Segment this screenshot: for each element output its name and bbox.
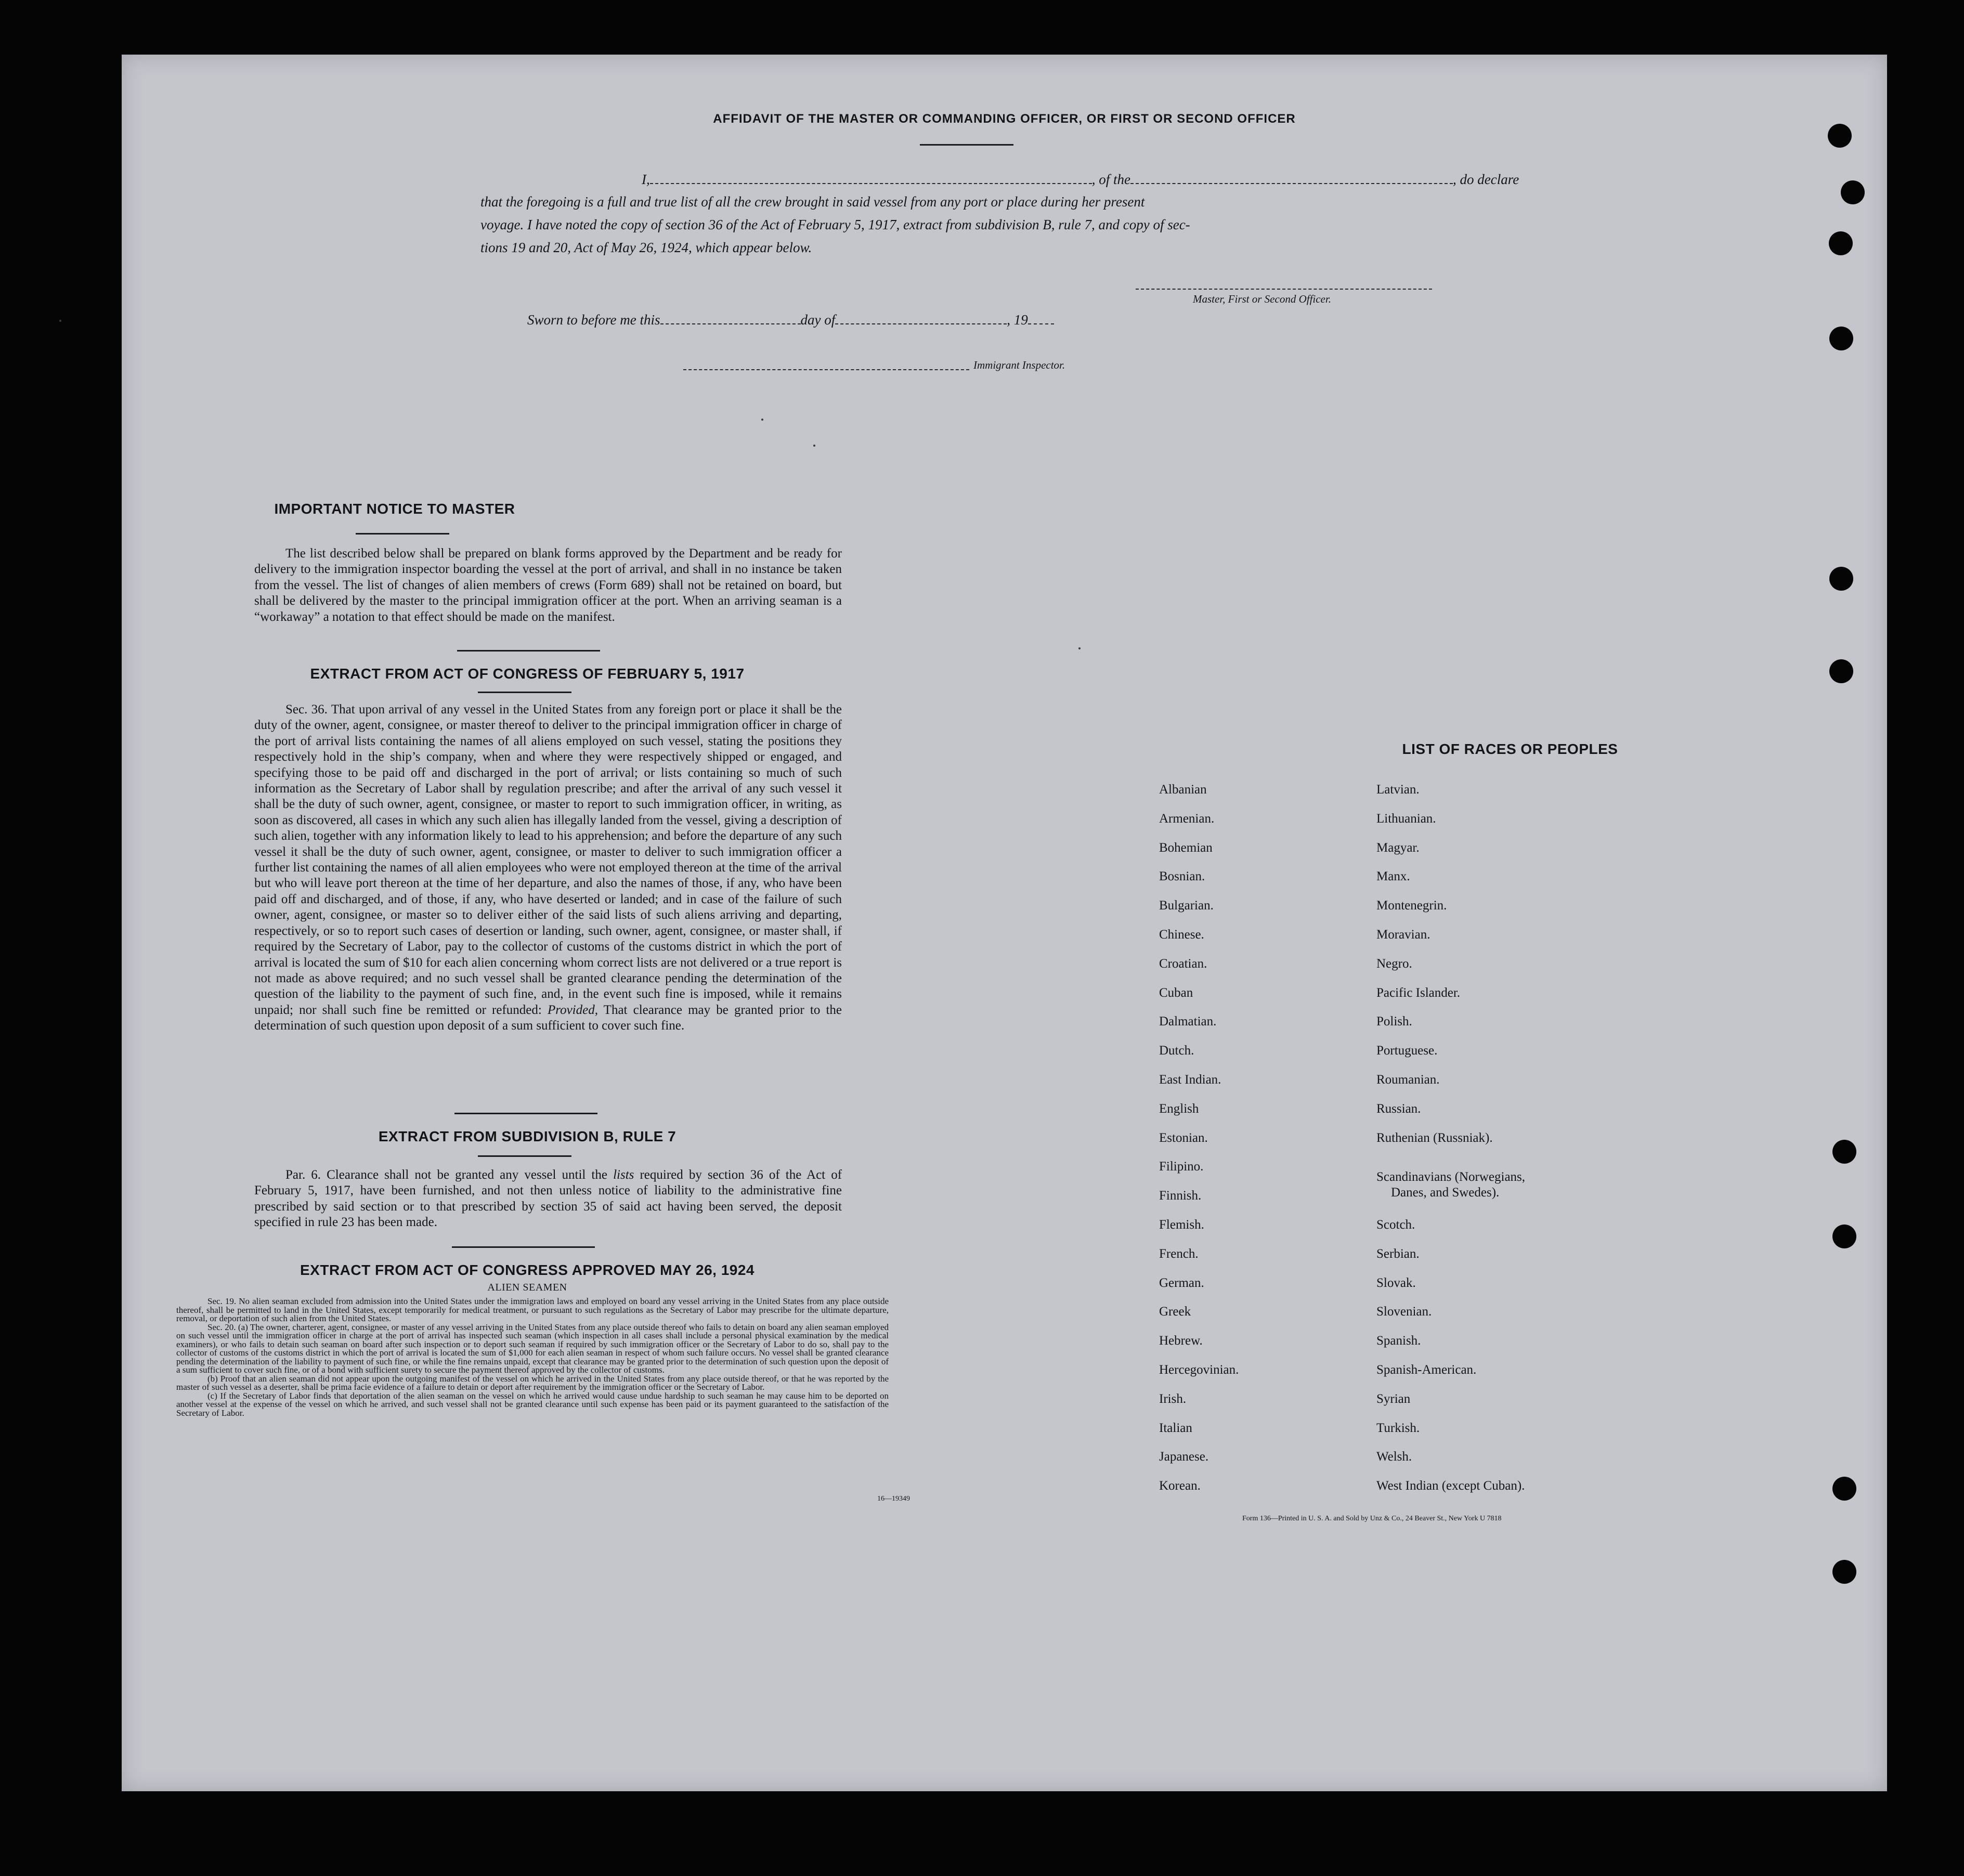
par-6-label: Par. 6. bbox=[285, 1168, 321, 1182]
declarant-name-field[interactable] bbox=[650, 173, 1092, 184]
races-title: LIST OF RACES OR PEOPLES bbox=[1402, 741, 1618, 757]
race-item: German. bbox=[1159, 1275, 1204, 1290]
sec-36-text: That upon arrival of any vessel in the United States from any foreign port or place it shall be the duty of the owner, agent, consignee, or master thereof to deliver to the principal immigration officer in charge of the port of arrival lists containing the names of all aliens employed on such vessel, stating the positions they respectively hold in the ship’s company, when and where they were respectively shipped or engaged, and specifying those to be paid off and discharged in the port of arrival; or lists containing so much of such information as the Secretary of Labor shall by regulation prescribe; and after the arrival of any such vessel it shall be the duty of such owner, agent, consignee, or master to report to such immigration officer, in writing, as soon as discovered, all cases in which any such alien has illegally landed from the vessel, giving a description of such alien, together with any information likely to lead to his apprehension; and before the departure of any such vessel it shall be the duty of such owner, agent, consignee, or master to deliver to such immigration officer a further list containing the names of all alien employees who were not employed thereon at the time of the arrival but who will leave port thereon at the time of her departure, and also the names of those, if any, who have been paid off and discharged, and of those, if any, who have deserted or landed; and in case of the failure of such owner, agent, consignee, or master so to deliver either of the said lists of such aliens arriving and departing, respectively, or so to report such cases of desertion or landing, such owner, agent, consignee, or master shall, if required by the Secretary of Labor, pay to the collector of customs of the customs district in which the port of arrival is located the sum of $10 for each alien concerning whom correct lists are not delivered or a true report is not made as above required; and no such vessel shall be granted clearance pending the determination of the question of the liability to the payment of such fine, and, in the event such fine is imposed, while it remains unpaid; nor shall such fine be remitted or refunded: bbox=[254, 702, 842, 1017]
year-label: , 19 bbox=[1007, 312, 1028, 328]
race-item: Cuban bbox=[1159, 985, 1193, 1000]
race-item: Polish. bbox=[1376, 1014, 1412, 1029]
races-right-column bbox=[1376, 783, 1668, 1562]
race-item: Lithuanian. bbox=[1376, 811, 1436, 826]
race-item: Spanish. bbox=[1376, 1334, 1421, 1348]
race-item: Turkish. bbox=[1376, 1421, 1420, 1435]
race-item: Moravian. bbox=[1376, 928, 1430, 942]
notice-body: The list described below shall be prepared on blank forms approved by the Department and be ready for delivery to the immigration inspector boarding the vessel at the port of arrival, and shall in no instance be taken from the vessel. The list of changes of alien members of crews (Form 689) shall not be retained on board, but shall be delivered by the master to the principal immigration officer at the port. When an arriving seaman is a “workaway” a notation to that effect should be made on the manifest. bbox=[254, 546, 842, 624]
extract-1924-title: EXTRACT FROM ACT OF CONGRESS APPROVED MAY 26, 1924 bbox=[300, 1262, 755, 1278]
title-rule bbox=[920, 144, 1013, 146]
race-item: French. bbox=[1159, 1246, 1199, 1261]
races-left-column bbox=[1159, 783, 1367, 1562]
do-declare-label: , do declare bbox=[1453, 172, 1519, 187]
binder-hole bbox=[1841, 180, 1865, 204]
speck bbox=[761, 419, 763, 421]
sworn-year-field[interactable] bbox=[1028, 313, 1054, 324]
sec-20a-text: Sec. 20. (a) The owner, charterer, agent, consignee, or master of any vessel arriving in the United States from any place outside thereof who fails to detain on board any alien seaman employed on such vessel until the immigration officer in charge at the port of arrival has inspected such seaman (which inspection in all cases shall include a personal physical examination by the medical examiners), or who fails to detain such seaman on board after such inspection or to deport such seaman if required by such immigration officer or the Secretary of Labor to do so, shall pay to the collector of customs of the customs district in which the port of arrival is located the sum of $1,000 for each alien seaman in respect of whom such failure occurs. No vessel shall be granted clearance pending the determination of the liability to payment of such fine, or while the fine remains unpaid, except that clearance may be granted prior to the determination of such question upon the deposit of a sum sufficient to cover such fine, or of a bond with sufficient surety to secure the payment thereof approved by the collector of customs. bbox=[176, 1322, 889, 1375]
declaration-line-2: that the foregoing is a full and true list of all the crew brought in said vessel from any port or place during her present bbox=[480, 194, 1145, 210]
affidavit-title: AFFIDAVIT OF THE MASTER OR COMMANDING OFFICER, OR FIRST OR SECOND OFFICER bbox=[713, 112, 1296, 126]
declaration-line-4: tions 19 and 20, Act of May 26, 1924, which appear below. bbox=[480, 240, 812, 255]
rule7-text-a: Clearance shall not be granted any vessel until the bbox=[327, 1168, 607, 1182]
race-item: Slovenian. bbox=[1376, 1305, 1432, 1319]
race-item: Greek bbox=[1159, 1305, 1191, 1319]
race-item: Scandinavians (Norwegians, bbox=[1376, 1170, 1526, 1184]
extract-1917-title: EXTRACT FROM ACT OF CONGRESS OF FEBRUARY 5, 1917 bbox=[310, 666, 745, 682]
declarant-label: I, bbox=[642, 172, 650, 187]
race-item: West Indian (except Cuban). bbox=[1376, 1479, 1525, 1493]
race-item: Croatian. bbox=[1159, 956, 1207, 971]
binder-hole bbox=[1829, 327, 1853, 350]
sworn-line bbox=[527, 312, 1054, 328]
binder-hole bbox=[1829, 567, 1853, 591]
binder-hole bbox=[1832, 1560, 1856, 1584]
race-item: Roumanian. bbox=[1376, 1073, 1440, 1087]
vessel-field[interactable] bbox=[1130, 173, 1453, 184]
race-item: Portuguese. bbox=[1376, 1044, 1438, 1058]
signature-field[interactable] bbox=[1136, 278, 1432, 290]
of-the-label: , of the bbox=[1091, 172, 1130, 187]
race-item: Irish. bbox=[1159, 1391, 1187, 1406]
race-item: Negro. bbox=[1376, 956, 1412, 971]
race-item: Armenian. bbox=[1159, 811, 1215, 826]
proviso-label: Provided, bbox=[548, 1002, 598, 1017]
extract-1924-body bbox=[176, 1297, 889, 1417]
rule7-title: EXTRACT FROM SUBDIVISION B, RULE 7 bbox=[378, 1128, 677, 1144]
race-item: East Indian. bbox=[1159, 1073, 1221, 1087]
alien-seamen-subtitle: ALIEN SEAMEN bbox=[487, 1282, 567, 1293]
speck bbox=[813, 445, 815, 447]
binder-hole bbox=[1832, 1224, 1856, 1248]
race-item: Bohemian bbox=[1159, 840, 1213, 855]
sworn-month-field[interactable] bbox=[835, 313, 1007, 324]
print-code: 16—19349 bbox=[877, 1495, 910, 1503]
declaration-line-1 bbox=[642, 172, 1519, 188]
race-item: Dutch. bbox=[1159, 1044, 1194, 1058]
notice-end-rule bbox=[457, 650, 600, 652]
day-of-label: day of bbox=[800, 312, 836, 328]
form-footer: Form 136—Printed in U. S. A. and Sold by Unz & Co., 24 Beaver St., New York U 7818 bbox=[1242, 1515, 1502, 1522]
sec-20c-text: (c) If the Secretary of Labor finds that deportation of the alien seaman on the vessel on which he arrived would cause undue hardship to such seaman he may cause him to be deported on another vessel at the expense of the vessel on which he arrived, and such vessel shall not be granted clearance until such expense has been paid or its payment guaranteed to the satisfaction of the Secretary of Labor. bbox=[176, 1390, 889, 1418]
extract-1917-rule bbox=[478, 692, 571, 693]
sec-19-text: Sec. 19. No alien seaman excluded from admission into the United States under the immigration laws and employed on board any vessel arriving in the United States from any place outside thereof, shall be permitted to land in the United States, except temporarily for medical treatment, or pursuant to such regulations as the Secretary of Labor may prescribe for the ultimate departure, removal, or deportation of such alien from the United States. bbox=[176, 1296, 889, 1323]
notice-title: IMPORTANT NOTICE TO MASTER bbox=[274, 501, 515, 517]
inspector-label: Immigrant Inspector. bbox=[973, 359, 1065, 371]
rule7-text-b: required by section 36 of the Act of February 5, 1917, have been furnished, and not then unless notice of liability to the administrative fine prescribed by said section or to that prescribed by section 35 of said act having been served, the deposit specified in rule 23 has been made. bbox=[254, 1168, 842, 1230]
notice-rule bbox=[356, 533, 449, 535]
race-item: Estonian. bbox=[1159, 1130, 1208, 1145]
race-item: Italian bbox=[1159, 1421, 1192, 1435]
race-item: Korean. bbox=[1159, 1479, 1201, 1493]
sworn-label: Sworn to before me this bbox=[527, 312, 660, 328]
form-sheet bbox=[122, 55, 1887, 1791]
sworn-day-field[interactable] bbox=[660, 313, 801, 324]
declaration-line-3: voyage. I have noted the copy of section 36 of the Act of February 5, 1917, extract from subdivision B, rule 7, and copy of sec- bbox=[480, 217, 1190, 232]
extract-1917-body bbox=[254, 702, 842, 1034]
race-item: Dalmatian. bbox=[1159, 1014, 1217, 1029]
race-item: Filipino. bbox=[1159, 1160, 1204, 1174]
inspector-signature-field[interactable] bbox=[683, 359, 969, 370]
race-item: Spanish-American. bbox=[1376, 1363, 1477, 1377]
race-item: Hercegovinian. bbox=[1159, 1363, 1239, 1377]
sec-36-label: Sec. 36. bbox=[285, 702, 328, 716]
race-item: Scotch. bbox=[1376, 1218, 1415, 1232]
speck bbox=[59, 320, 61, 322]
race-item: Japanese. bbox=[1159, 1450, 1209, 1464]
binder-hole bbox=[1829, 231, 1853, 255]
race-item: Serbian. bbox=[1376, 1246, 1420, 1261]
race-item: Montenegrin. bbox=[1376, 898, 1447, 913]
race-item: Latvian. bbox=[1376, 783, 1420, 797]
binder-hole bbox=[1832, 1477, 1856, 1501]
race-item: Welsh. bbox=[1376, 1450, 1412, 1464]
extract-1917-end-rule bbox=[454, 1113, 597, 1114]
rule7-body bbox=[254, 1167, 842, 1231]
race-item: Finnish. bbox=[1159, 1189, 1202, 1203]
race-item: Bosnian. bbox=[1159, 869, 1205, 884]
race-item: Bulgarian. bbox=[1159, 898, 1214, 913]
race-item: Danes, and Swedes). bbox=[1391, 1185, 1500, 1200]
race-item: Manx. bbox=[1376, 869, 1410, 884]
race-item: Ruthenian (Russniak). bbox=[1376, 1130, 1493, 1145]
race-item: Chinese. bbox=[1159, 928, 1204, 942]
binder-hole bbox=[1828, 124, 1852, 148]
speck bbox=[1078, 647, 1081, 649]
signature-label: Master, First or Second Officer. bbox=[1193, 293, 1331, 305]
proviso-text: That clearance may be granted prior to the determination of such question upon deposit of a sum sufficient to cover such fine. bbox=[254, 1002, 842, 1033]
race-item: Russian. bbox=[1376, 1101, 1421, 1116]
binder-hole bbox=[1829, 659, 1853, 683]
lists-word: lists bbox=[613, 1168, 634, 1182]
race-item: Pacific Islander. bbox=[1376, 985, 1461, 1000]
race-item: Magyar. bbox=[1376, 840, 1420, 855]
rule7-rule bbox=[478, 1155, 571, 1157]
binder-hole bbox=[1832, 1140, 1856, 1164]
rule7-end-rule bbox=[452, 1246, 595, 1248]
race-item: Hebrew. bbox=[1159, 1334, 1203, 1348]
race-item: English bbox=[1159, 1101, 1199, 1116]
sec-20b-text: (b) Proof that an alien seaman did not appear upon the outgoing manifest of the vessel on which he arrived in the United States from any place outside thereof, or that he was reported by the master of such vessel as a deserter, shall be prima facie evidence of a failure to detain or deport after requirement by the immigration officer or the Secretary of Labor. bbox=[176, 1373, 889, 1392]
race-item: Slovak. bbox=[1376, 1275, 1416, 1290]
race-item: Albanian bbox=[1159, 783, 1207, 797]
race-item: Flemish. bbox=[1159, 1218, 1204, 1232]
race-item: Syrian bbox=[1376, 1391, 1411, 1406]
